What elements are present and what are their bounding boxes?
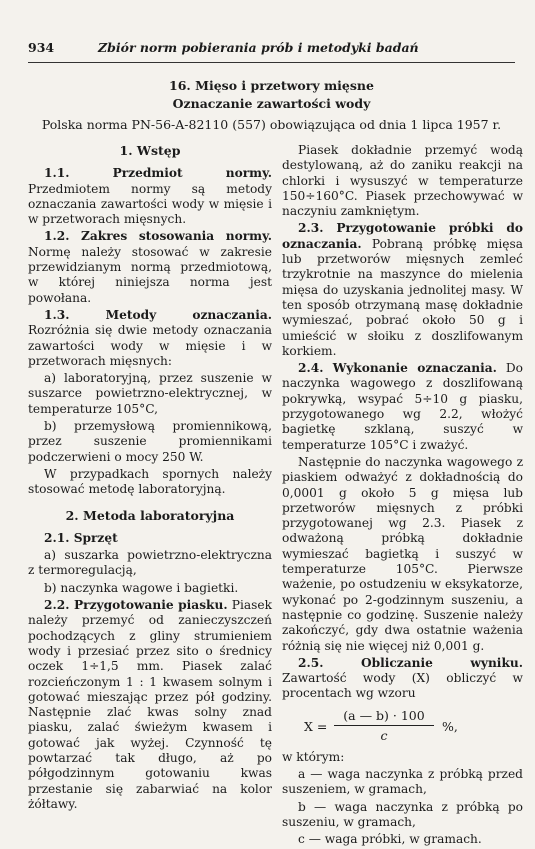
paragraph-1-3-body: Rozróżnia się dwie metody oznaczania zawartości wody w mięsie i w przetworach mięsnych:: [28, 323, 272, 368]
running-header: [28, 40, 515, 58]
paragraph-1-2-head: 1.2. Zakres stosowania normy.: [44, 229, 272, 244]
paragraph-2-2-continued: Piasek dokładnie przemyć wodą destylowaną, aż do zaniku reakcji na chlorki i wysuszyć w temperaturze 150÷160°C. Piasek przechowywać w naczyniu zamkniętym.: [282, 143, 523, 219]
paragraph-1-3-b: b) przemysłową promiennikową, przez suszenie promiennikami podczerwieni o mocy 250 W.: [28, 419, 272, 464]
paragraph-1-1-body: Przedmiotem normy są metody oznaczania zawartości wody w mięsie i w przetworach mięsnych.: [28, 181, 272, 227]
paragraph-2-1: [28, 531, 272, 546]
paragraph-2-4-continued: Następnie do naczynka wagowego z piaskiem odważyć z dokładnością do 0,0001 g około 5 g mięsa lub przetworów mięsnych z próbki przygotowanej wg 2.3. Piasek z odważoną próbką dokładnie wymieszać bagietką i suszyć w temperaturze 105°C. Pierwsze ważenie, po ostudzeniu w eksykatorze, wykonać po 2-godzinnym suszeniu, a następnie co godzinę. Suszenie należy zakończyć, gdy dwa ostatnie ważenia różnią się nie więcej niż 0,001 g.: [282, 454, 523, 653]
paragraph-2-4-body: Do naczynka wagowego z doszlifowaną pokrywką, wsypać 5÷10 g piasku, przygotowanego wg 2.2, włożyć bagietkę szklaną, suszyć w temperaturze 105°C i zważyć.: [282, 361, 523, 452]
paragraph-2-5-head: 2.5. Obliczanie wyniku.: [298, 655, 523, 670]
paragraph-1-3-head: 1.3. Metody oznaczania.: [44, 307, 272, 322]
formula-lhs: X =: [304, 718, 328, 734]
paragraph-2-2: [28, 598, 272, 812]
formula-numerator: (a — b) · 100: [334, 708, 434, 726]
header-rule: [28, 62, 515, 63]
paragraph-2-1-b: b) naczynka wagowe i bagietki.: [44, 580, 239, 595]
section-subtitle: Oznaczanie zawartości wody: [172, 96, 371, 111]
paragraph-2-5: [282, 656, 523, 702]
norm-statement: Polska norma PN-56-A-82110 (557) obowiązująca od dnia 1 lipca 1957 r.: [41, 117, 502, 132]
paragraph-2-5-body: Zawartość wody (X) obliczyć w procentach wg wzoru: [282, 671, 523, 701]
paragraph-2-1-a: a) suszarka powietrzno-elektryczna z termoregulacją,: [28, 548, 272, 578]
definition-a: a — waga naczynka z próbką przed suszeniem, w gramach,: [282, 766, 523, 797]
running-title: Zbiór norm pobierania prób i metodyki badań: [98, 40, 419, 55]
paragraph-1-3-a: a) laboratoryjną, przez suszenie w suszarce powietrzno-elektrycznej, w temperaturze 105°C,: [28, 371, 272, 416]
paragraph-2-3-body: Pobraną próbkę mięsa lub przetworów mięsnych zemleć trzykrotnie na maszynce do mielenia mięsa do uzyskania jednolitej masy. W ten sposób otrzymaną masę dokładnie wymieszać, pobrać około 50 g i umieścić w słoiku z doszlifowanym korkiem.: [282, 236, 523, 358]
paragraph-1-1-head: 1.1. Przedmiot normy.: [44, 166, 272, 181]
left-column: [28, 143, 272, 814]
formula-denominator: c: [380, 727, 388, 743]
page-number: 934: [28, 40, 55, 55]
paragraph-1-1: [28, 166, 272, 227]
definition-c: c — waga próbki, w gramach.: [298, 832, 482, 847]
paragraph-2-4-head: 2.4. Wykonanie oznaczania.: [298, 361, 497, 376]
paragraph-1-3-c: W przypadkach spornych należy stosować metodę laboratoryjną.: [28, 466, 272, 497]
section-title: 16. Mięso i przetwory mięsne: [169, 78, 374, 93]
water-content-formula: [282, 708, 523, 746]
formula-unit: %,: [442, 718, 458, 734]
paragraph-1-2-body: Normę należy stosować w zakresie przewidzianym normą przedmiotową, w której niniejsza norma jest powołana.: [28, 244, 272, 305]
paragraph-2-1-head: 2.1. Sprzęt: [44, 530, 118, 545]
heading-wstep: 1. Wstęp: [119, 143, 181, 158]
paragraph-2-3: [282, 221, 523, 359]
paragraph-2-2-head: 2.2. Przygotowanie piasku.: [44, 598, 228, 613]
paragraph-1-2: [28, 229, 272, 305]
definition-b: b — waga naczynka z próbką po suszeniu, w gramach,: [282, 799, 523, 829]
formula-where: w którym:: [282, 749, 345, 764]
paragraph-2-2-body: Piasek należy przemyć od zanieczyszczeń pochodzących z gliny strumieniem wody i przesiać przez sito o średnicy oczek 1÷1,5 mm. Piasek zalać rozcieńczonym 1 : 1 kwasem solnym i gotować mieszając przez pół godziny. Następnie zlać kwas solny znad piasku, zalać świeżym kwasem i gotować jak wyżej. Czynność tę powtarzać tak długo, aż po półgodzinnym gotowaniu kwas przestanie się zabarwiać na kolor żółtawy.: [28, 598, 272, 811]
paragraph-2-3-head: 2.3. Przygotowanie próbki do oznaczania.: [282, 221, 523, 251]
paragraph-1-3: [28, 308, 272, 369]
formula-fraction: [334, 708, 434, 744]
heading-metoda-laboratoryjna: 2. Metoda laboratoryjna: [65, 507, 235, 523]
paragraph-2-4: [282, 361, 523, 453]
right-column: [282, 143, 523, 849]
